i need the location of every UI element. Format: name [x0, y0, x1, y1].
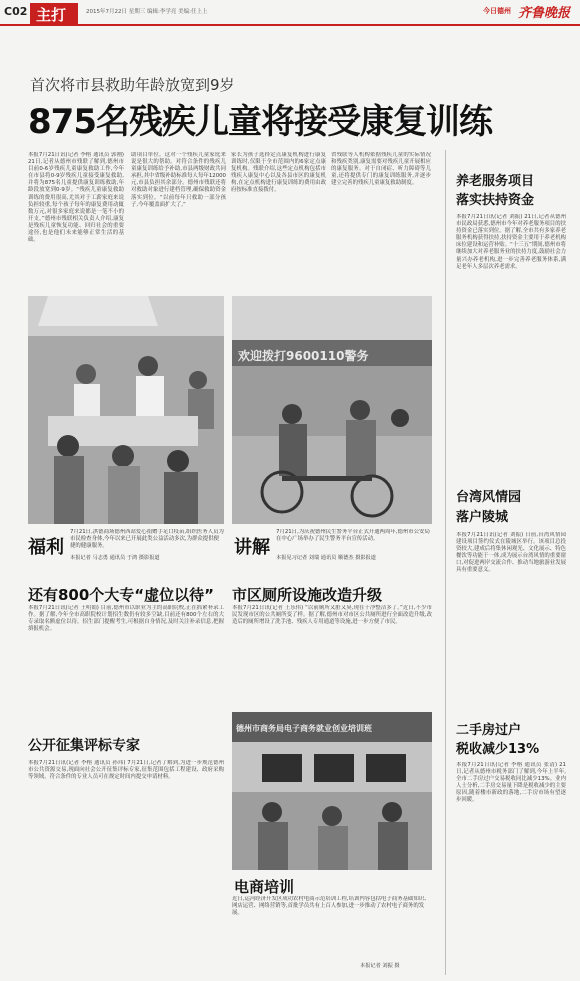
lead-story-col3: 家长为孩子选择定点康复机构进行康复训练时,仅限于全市范围内的6家定点康复机构。残联介绍,这些定点机构包括市残疾人康复中心以及各县市区的康复机构,在定点机构进行康复训练的费用由政府按标准直接拨付。 [231, 152, 326, 194]
photo-explain-banner: 欢迎拨打9600110警务 [238, 349, 369, 363]
photo-welfare-caption: 7月21日,淇德商场德州西站爱心捐赠手足口疫苗,组织医务人员为市民检查身体,今年以来已开展此类公益活动多次,为群众提供便捷的健康服务。 [70, 529, 224, 549]
lead-story-col1: 本报7月21日讯(记者 李榕 通讯员 郭刚) 21日,记者从德州市残联了解到,德州市目前0-6岁残疾儿童康复救助工作,今年在市县将0-9岁残疾儿童接受康复救助,并将为875名儿童提供康复训练救助,年龄段放宽到0-9岁。“残疾儿童康复救助训练的费用很高,尤其对于工薪家庭来说负担较重,每个孩子每年的康复费用动辄数万元,对很多家庭来说都是一笔不小的开支。”德州市残联相关负责人介绍,康复是残疾儿童恢复功能、回归社会的重要途径,也是他们未来能够正常生活的基础。 [28, 152, 124, 244]
sidebar-story1-title-2: 落实扶持资金 [456, 193, 535, 208]
photo-welfare [28, 296, 224, 524]
section-title: 主打 [36, 6, 67, 24]
sidebar-story2-title-1: 台湾风情园 [456, 490, 522, 505]
photo-ecommerce [232, 712, 432, 870]
photo-ecommerce-image [232, 712, 432, 870]
page-number: C02 [4, 5, 28, 18]
story-toilet-body: 本报7月21日讯(记者 王乐伟) “以前厕所又脏又臭,现在干净整洁多了。”近日,不少市民发现市区的公共厕所变了样。据了解,德州市对市区公共厕所进行全面改造升级,改造后的厕所增设了洗手池、残疾人专用通道等设施,进一步方便了市民。 [232, 605, 432, 626]
headline-kicker: 首次将市县救助年龄放宽到9岁 [30, 76, 235, 94]
story-experts-body: 本报7月21日讯(记者 李榕 通讯员 孙玮) 7月21日,记者了解到,为进一步规范德州市公共资源交易,现面向社会公开征集评标专家,征集范围包括工程建设、政府采购等领域。符合条件的专业人员可在规定时间内提交申请材料。 [28, 760, 224, 781]
sidebar-story3-title-1: 二手房过户 [456, 723, 522, 738]
story-college-title: 还有800个大专“虚位以待” [28, 586, 215, 604]
photo-explain-tag: 讲解 [234, 537, 270, 558]
photo-explain-image [232, 296, 432, 524]
masthead [0, 0, 580, 38]
photo-welfare-credit: 本报记者 马志勇 通讯员 于鸿 摄影报道 [70, 555, 160, 561]
photo-ecommerce-credit: 本报记者 刘振 摄 [360, 963, 400, 969]
lead-story-col2: 助项目单位。这对一个残疾儿童家庭来说是很大的帮助。对符合条件的残疾儿童康复训练给予补助,市县两级财政共同承担,其中省级补助标准每人每年12000元,市县负担其余部分。德州市残联还将对救助对象进行建档管理,确保救助资金落实到位。“以前每年只救助一部分孩子,今年覆盖面扩大了,” [131, 152, 226, 208]
brand-prefix: 今日德州 [483, 7, 511, 15]
photo-explain-caption: 7月21日,为庆祝德州民生警务平台正式开通两周年,德州市公安局在中心广场举办了民生警务平台宣传活动。 [276, 529, 430, 542]
story-toilet-title: 市区厕所设施改造升级 [232, 586, 383, 604]
brand-name: 齐鲁晚报 [518, 6, 571, 21]
story-college-body: 本报7月21日讯(记者 王明娟) 目前,德州市以职业为主的高职院校,正在抓紧补录工作。据了解,今年全市高职院校计划招生数仍有较多空缺,目前还有800个左右的大专录取名额虚位以待。招生部门提醒考生,可根据自身情况,及时关注补录信息,把握填报机会。 [28, 605, 224, 633]
photo-ecommerce-tag: 电商培训 [234, 878, 295, 896]
photo-ecommerce-caption: 近日,运河经济开发区成功农村电商示范培训工程,培训内容包括电子商务基础知识、网店运营、网络营销等,首批学员共有上百人参加,进一步推动了农村电子商务的发展。 [232, 896, 430, 916]
masthead-rule [0, 24, 580, 26]
sidebar-story1-body: 本报7月21日讯(记者 刘振) 21日,记者从德州市民政局获悉,德州市今年对养老服务项目的扶持资金已落实到位。据了解,全市共有多家养老服务机构获得扶持,扶持资金主要用于养老机构床位建设和运营补贴。“十三五”期间,德州市将继续加大对养老服务业的扶持力度,鼓励社会力量兴办养老机构,进一步完善养老服务体系,满足老年人多层次养老需求。 [456, 214, 566, 270]
photo-explain-credit: 本报见习记者 刘瑞 通讯员 顺德杰 摄影报道 [276, 555, 376, 561]
lead-story-col4: 省残联等人机构依据残疾儿童的实际情况和残疾类别,康复需要对残疾儿童开展相应的康复服务。对于自闭症、听力障碍等儿童,还将提供专门的康复训练服务,并逐步建立完善的残疾儿童康复救助制度。 [331, 152, 431, 187]
sidebar-story3-title-2: 税收减少13% [456, 742, 540, 757]
sidebar-story2-title-2: 落户陵城 [456, 510, 509, 525]
sidebar-story1-title-1: 养老服务项目 [456, 174, 535, 189]
story-experts-title: 公开征集评标专家 [28, 738, 140, 754]
sidebar-story3-body: 本报7月21日讯(记者 李榕 通讯员 张清) 21日,记者从德州市税务部门了解到,今年上半年,全市二手房过户交易税收同比减少13%。业内人士分析,二手房交易量下降是税收减少的主要原因,随着楼市新政的落地,二手房市场有望逐步回暖。 [456, 762, 566, 804]
date-line: 2015年7月22日 星期三 编辑:李学亮 美编:任上上 [86, 9, 208, 15]
photo-welfare-tag: 福利 [28, 537, 64, 558]
headline-title: 875名残疾儿童将接受康复训练 [28, 102, 492, 142]
photo-ecommerce-banner: 德州市商务局电子商务就业创业培训班 [236, 724, 372, 733]
photo-explain [232, 296, 432, 524]
sidebar-story2-body: 本报7月21日讯(记者 刘振) 日前,台湾风情园建设项目签约仪式在陵城区举行。该项目总投资较大,建成后将集休闲观光、文化展示、特色餐饮等功能于一体,成为展示台湾风情的重要窗口,对促进两岸交流合作、推动当地旅游业发展具有重要意义。 [456, 532, 566, 574]
sidebar-divider [445, 150, 446, 975]
photo-welfare-image [28, 296, 224, 524]
